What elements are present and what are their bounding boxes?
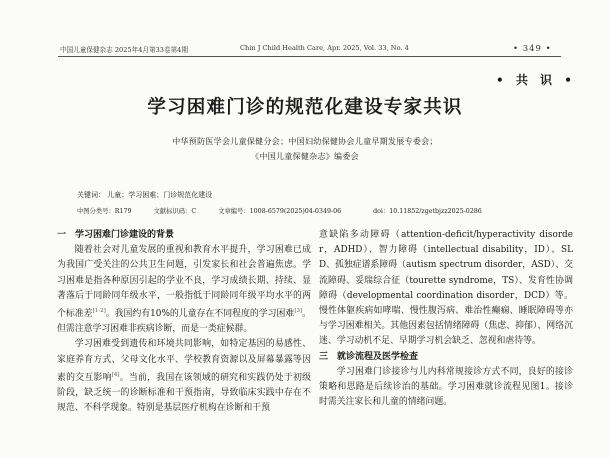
keywords: 关键词： 儿童；学习困难；门诊规范化建设 (77, 191, 213, 199)
doi: doi：10.11852/zgetbjzz2025-0286 (373, 208, 482, 215)
authors-line-2: 《中国儿童保健杂志》编委会 (251, 152, 359, 161)
section-heading-3: 三 就诊流程及医学检查 (319, 351, 419, 362)
journal-header-middle: Chin J Child Health Care, Apr. 2025, Vol. 33, No. 4 (240, 44, 409, 52)
authors-line-1: 中华预防医学会儿童保健分会；中国妇幼保健协会儿童早期发展专委会； (172, 137, 438, 146)
citation[interactable]: [1-2] (92, 308, 106, 315)
section-heading-1: 一 学习困难门诊建设的背景 (57, 230, 175, 240)
document-code: 文献标识码：C (153, 208, 197, 215)
right-column (319, 228, 573, 410)
article-title: 学习困难门诊的规范化建设专家共识 (147, 97, 463, 118)
journal-header-left: 中国儿童保健杂志 2025年4月第33卷第4期 (60, 46, 188, 54)
article-meta (77, 206, 502, 215)
header-rule (58, 56, 561, 57)
authors (0, 134, 610, 164)
paragraph: 意缺陷多动障碍（attention-deficit/hyperactivity disorder，ADHD）、智力障碍（intellectual disability，ID）、SLD、孤独症谱系障碍（autism spectrum disorder，ASD）、交流障碍、妥瑞综合征（tourette syndrome，TS）、发育性协调障碍（developmental coordination disorder，DCD）等。慢性体躯疾病如哮喘、慢性腹泻病、难治性癫痫、睡眠障碍等亦与学习困难相关。其他因素包括情绪障碍（焦虑、抑郁）、网络沉迷、学习动机不足、早期学习机会缺乏、忽视和虐待等。 (319, 230, 573, 347)
paragraph: 学习困难门诊接诊与儿内科常规接诊方式不同，良好的接诊策略和思路是后续诊治的基础。学习困难就诊流程见图1。接诊时需关注家长和儿童的情绪问题。 (319, 366, 573, 408)
paragraph: 学习困难受到遗传和环境共同影响，如特定基因的易感性、家庭养育方式、父母文化水平、学校教育资源以及屏幕暴露等因素的交互影响[4]。当前，我国在该领域的研究和实践仍处于初级阶段，缺乏统一的诊断标准和干预指南，导致临床实践中存在不规范、不科学现象。特别是基层医疗机构在诊断和干预 (57, 339, 312, 414)
page-number: • 349 • (513, 44, 552, 54)
section-tag: • 共 识 • (496, 73, 576, 87)
left-column (57, 228, 311, 416)
article-id: 文章编号：1008-6579(2025)04-0349-06 (218, 208, 342, 215)
paragraph: 随着社会对儿童发展的重视和教育水平提升，学习困难已成为我国广受关注的公共卫生问题，引发家长和社会普遍焦虑。学习困难是指各种原因引起的学业不良，学习成绩长期、持续、显著落后于同龄同年级水平，一般指低于同龄同年级平均水平的两个标准差[1-2]。我国约有10%的儿童存在不同程度的学习困难[3]。但需注意学习困难非疾病诊断，而是一类症候群。 (57, 245, 312, 335)
citation[interactable]: [4] (111, 371, 120, 378)
citation[interactable]: [3] (294, 308, 303, 315)
clc-number: 中图分类号：R179 (77, 208, 132, 215)
